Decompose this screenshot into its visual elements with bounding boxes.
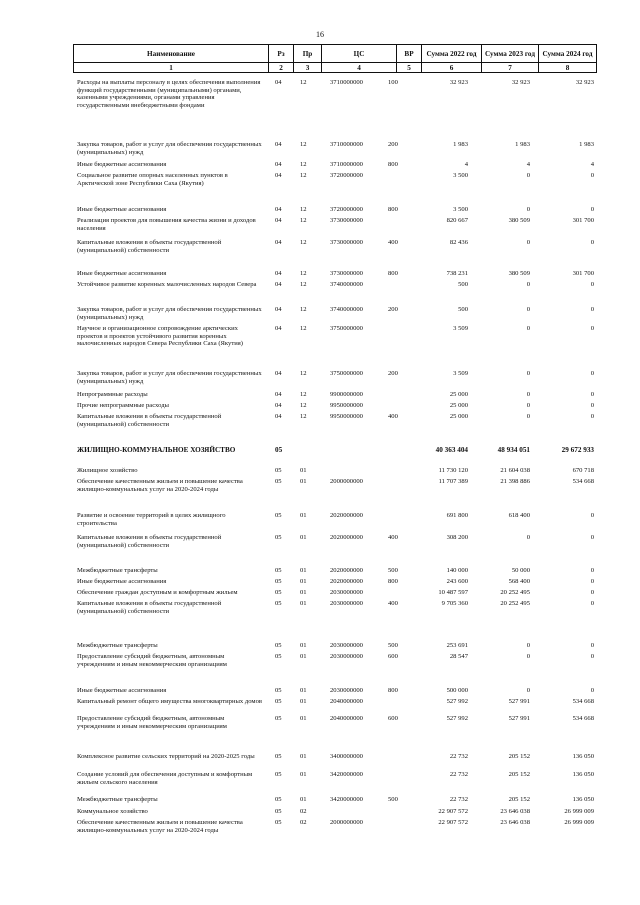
header-cs: ЦС xyxy=(322,45,397,63)
row-name: Коммунальное хозяйство xyxy=(77,808,148,815)
row-sum-2023: 20 252 495 xyxy=(500,600,530,607)
row-name: Межбюджетные трансферты xyxy=(77,567,158,574)
row-cs: 3710000000 xyxy=(330,141,363,148)
row-sum-2023: 0 xyxy=(526,413,530,420)
row-cs: 2000000000 xyxy=(330,819,363,826)
row-sum-2023: 48 934 051 xyxy=(497,446,530,454)
row-sum-2022: 500 xyxy=(458,306,468,313)
row-vr: 500 xyxy=(388,642,398,649)
row-sum-2023: 527 991 xyxy=(508,698,530,705)
row-sum-2022: 140 000 xyxy=(446,567,468,574)
row-sum-2024: 0 xyxy=(590,512,594,519)
row-sum-2023: 0 xyxy=(526,370,530,377)
row-sum-2022: 11 730 120 xyxy=(438,467,468,474)
row-name: Иные бюджетные ассигнования xyxy=(77,687,167,694)
row-sum-2024: 0 xyxy=(590,578,594,585)
row-name: ЖИЛИЩНО-КОММУНАЛЬНОЕ ХОЗЯЙСТВО xyxy=(77,446,236,454)
row-sum-2024: 0 xyxy=(590,370,594,377)
row-rz: 04 xyxy=(275,325,282,332)
row-sum-2022: 527 992 xyxy=(446,698,468,705)
row-sum-2024: 0 xyxy=(590,567,594,574)
row-pr: 12 xyxy=(300,206,307,213)
row-rz: 05 xyxy=(275,534,282,541)
row-cs: 3750000000 xyxy=(330,370,363,377)
row-sum-2022: 25 000 xyxy=(449,391,468,398)
row-cs: 3400000000 xyxy=(330,753,363,760)
header-vr: ВР xyxy=(397,45,422,63)
row-vr: 600 xyxy=(388,715,398,722)
row-sum-2023: 32 923 xyxy=(511,79,530,86)
row-rz: 05 xyxy=(275,819,282,826)
row-sum-2022: 22 907 572 xyxy=(438,808,468,815)
row-sum-2024: 0 xyxy=(590,402,594,409)
row-sum-2022: 3 509 xyxy=(453,325,468,332)
row-rz: 05 xyxy=(275,771,282,778)
row-name: Капитальные вложения в объекты государственной (муниципальной) собственности xyxy=(77,413,222,428)
row-cs: 2040000000 xyxy=(330,698,363,705)
row-rz: 05 xyxy=(275,715,282,722)
row-sum-2024: 0 xyxy=(590,642,594,649)
row-vr: 200 xyxy=(388,370,398,377)
row-sum-2024: 0 xyxy=(590,589,594,596)
row-pr: 12 xyxy=(300,325,307,332)
row-sum-2024: 0 xyxy=(590,206,594,213)
row-name: Расходы на выплаты персоналу в целях обеспечения выполнения функций государственными (муниципальными) органами, казенными учреждениями, органами управления государственными внебюджетными фондами xyxy=(77,79,261,109)
row-name: Межбюджетные трансферты xyxy=(77,642,158,649)
row-sum-2022: 3 500 xyxy=(453,172,468,179)
row-sum-2022: 22 907 572 xyxy=(438,819,468,826)
row-sum-2023: 1 983 xyxy=(515,141,530,148)
row-pr: 12 xyxy=(300,161,307,168)
row-rz: 05 xyxy=(275,687,282,694)
row-sum-2024: 136 050 xyxy=(572,771,594,778)
row-name: Иные бюджетные ассигнования xyxy=(77,206,167,213)
row-name: Устойчивое развитие коренных малочисленных народов Севера xyxy=(77,281,257,288)
row-name: Межбюджетные трансферты xyxy=(77,796,158,803)
row-rz: 05 xyxy=(275,753,282,760)
row-cs: 3720000000 xyxy=(330,206,363,213)
row-rz: 04 xyxy=(275,172,282,179)
row-vr: 800 xyxy=(388,270,398,277)
row-rz: 05 xyxy=(275,446,283,454)
row-sum-2022: 9 705 360 xyxy=(441,600,468,607)
row-rz: 05 xyxy=(275,653,282,660)
row-rz: 04 xyxy=(275,270,282,277)
row-pr: 01 xyxy=(300,578,307,585)
row-sum-2024: 301 700 xyxy=(572,270,594,277)
header-sum-2024: Сумма 2024 год xyxy=(539,45,597,63)
row-sum-2022: 28 547 xyxy=(449,653,468,660)
row-sum-2022: 25 000 xyxy=(449,402,468,409)
row-pr: 01 xyxy=(300,534,307,541)
row-sum-2022: 22 732 xyxy=(449,796,468,803)
row-sum-2023: 0 xyxy=(526,642,530,649)
row-rz: 04 xyxy=(275,306,282,313)
row-vr: 800 xyxy=(388,206,398,213)
row-name: Капитальный ремонт общего имущества многоквартирных домов xyxy=(77,698,262,705)
row-cs: 2030000000 xyxy=(330,687,363,694)
row-cs: 2040000000 xyxy=(330,715,363,722)
row-sum-2024: 0 xyxy=(590,653,594,660)
row-rz: 04 xyxy=(275,239,282,246)
row-rz: 05 xyxy=(275,567,282,574)
row-rz: 05 xyxy=(275,512,282,519)
row-vr: 200 xyxy=(388,306,398,313)
row-pr: 12 xyxy=(300,306,307,313)
row-name: Предоставление субсидий бюджетным, автономным учреждениям и иным некоммерческим организациям xyxy=(77,715,227,730)
row-pr: 02 xyxy=(300,819,307,826)
row-rz: 04 xyxy=(275,370,282,377)
row-sum-2024: 670 718 xyxy=(572,467,594,474)
header-num-4: 4 xyxy=(322,63,397,73)
row-sum-2023: 21 398 886 xyxy=(500,478,530,485)
page-number: 16 xyxy=(316,30,324,39)
row-name: Капитальные вложения в объекты государственной (муниципальной) собственности xyxy=(77,239,222,254)
row-pr: 01 xyxy=(300,771,307,778)
row-name: Научное и организационное сопровождение арктических проектов и проектов устойчивого развития коренных малочисленных народов Севера Республики Саха (Якутия) xyxy=(77,325,243,347)
row-sum-2022: 4 xyxy=(464,161,468,168)
row-vr: 400 xyxy=(388,600,398,607)
row-sum-2023: 0 xyxy=(526,172,530,179)
row-sum-2023: 0 xyxy=(526,306,530,313)
row-sum-2024: 534 668 xyxy=(572,698,594,705)
row-vr: 800 xyxy=(388,578,398,585)
row-sum-2023: 0 xyxy=(526,391,530,398)
row-pr: 01 xyxy=(300,467,307,474)
row-rz: 04 xyxy=(275,391,282,398)
row-cs: 2030000000 xyxy=(330,642,363,649)
row-sum-2023: 20 252 495 xyxy=(500,589,530,596)
header-num-5: 5 xyxy=(397,63,422,73)
row-sum-2024: 32 923 xyxy=(575,79,594,86)
row-sum-2022: 820 667 xyxy=(446,217,468,224)
row-sum-2022: 500 000 xyxy=(446,687,468,694)
row-pr: 01 xyxy=(300,687,307,694)
row-pr: 12 xyxy=(300,239,307,246)
row-cs: 3730000000 xyxy=(330,239,363,246)
row-sum-2023: 0 xyxy=(526,325,530,332)
row-pr: 12 xyxy=(300,270,307,277)
row-sum-2022: 82 436 xyxy=(449,239,468,246)
row-sum-2022: 243 600 xyxy=(446,578,468,585)
row-name: Прочие непрограммные расходы xyxy=(77,402,169,409)
row-pr: 01 xyxy=(300,796,307,803)
row-pr: 01 xyxy=(300,478,307,485)
row-pr: 12 xyxy=(300,391,307,398)
row-sum-2023: 205 152 xyxy=(508,753,530,760)
row-name: Иные бюджетные ассигнования xyxy=(77,578,167,585)
row-sum-2023: 0 xyxy=(526,687,530,694)
row-name: Обеспечение качественным жильем и повышение качества жилищно-коммунальных услуг на 2020-2024 годы xyxy=(77,478,243,493)
row-rz: 05 xyxy=(275,467,282,474)
row-name: Развитие и освоение территорий в целях жилищного строительства xyxy=(77,512,226,527)
row-pr: 01 xyxy=(300,698,307,705)
row-cs: 2020000000 xyxy=(330,567,363,574)
row-cs: 2020000000 xyxy=(330,534,363,541)
row-sum-2023: 205 152 xyxy=(508,796,530,803)
row-rz: 05 xyxy=(275,808,282,815)
row-cs: 9950000000 xyxy=(330,402,363,409)
row-pr: 02 xyxy=(300,808,307,815)
row-pr: 01 xyxy=(300,642,307,649)
row-sum-2024: 0 xyxy=(590,306,594,313)
row-name: Реализация проектов для повышения качества жизни и доходов населения xyxy=(77,217,256,232)
row-sum-2022: 22 732 xyxy=(449,753,468,760)
row-name: Закупка товаров, работ и услуг для обеспечения государственных (муниципальных) нужд xyxy=(77,370,262,385)
row-sum-2024: 534 668 xyxy=(572,715,594,722)
row-cs: 3420000000 xyxy=(330,796,363,803)
row-sum-2022: 308 200 xyxy=(446,534,468,541)
row-cs: 2020000000 xyxy=(330,578,363,585)
row-rz: 04 xyxy=(275,161,282,168)
row-sum-2024: 26 999 009 xyxy=(564,808,594,815)
row-pr: 12 xyxy=(300,141,307,148)
row-name: Капитальные вложения в объекты государственной (муниципальной) собственности xyxy=(77,600,222,615)
row-sum-2023: 568 400 xyxy=(508,578,530,585)
row-sum-2024: 0 xyxy=(590,534,594,541)
row-vr: 400 xyxy=(388,413,398,420)
header-num-3: 3 xyxy=(294,63,322,73)
row-sum-2024: 0 xyxy=(590,172,594,179)
row-vr: 800 xyxy=(388,687,398,694)
row-sum-2023: 618 400 xyxy=(508,512,530,519)
row-sum-2023: 380 509 xyxy=(508,270,530,277)
row-sum-2023: 0 xyxy=(526,534,530,541)
row-rz: 04 xyxy=(275,413,282,420)
header-sum-2023: Сумма 2023 год xyxy=(482,45,539,63)
header-num-1: 1 xyxy=(74,63,269,73)
row-rz: 04 xyxy=(275,141,282,148)
row-sum-2023: 0 xyxy=(526,281,530,288)
row-name: Иные бюджетные ассигнования xyxy=(77,161,167,168)
row-pr: 12 xyxy=(300,79,307,86)
row-rz: 05 xyxy=(275,589,282,596)
row-sum-2022: 691 800 xyxy=(446,512,468,519)
row-name: Комплексное развитие сельских территорий на 2020-2025 годы xyxy=(77,753,255,760)
row-rz: 04 xyxy=(275,402,282,409)
row-vr: 500 xyxy=(388,567,398,574)
row-vr: 600 xyxy=(388,653,398,660)
row-sum-2022: 32 923 xyxy=(449,79,468,86)
row-name: Закупка товаров, работ и услуг для обеспечения государственных (муниципальных) нужд xyxy=(77,141,262,156)
row-sum-2024: 534 668 xyxy=(572,478,594,485)
row-sum-2023: 0 xyxy=(526,653,530,660)
row-sum-2022: 10 487 597 xyxy=(438,589,468,596)
header-pr: Пр xyxy=(294,45,322,63)
row-cs: 3730000000 xyxy=(330,217,363,224)
row-sum-2023: 0 xyxy=(526,402,530,409)
row-sum-2022: 738 231 xyxy=(446,270,468,277)
row-sum-2023: 23 646 038 xyxy=(500,819,530,826)
row-name: Социальное развитие опорных населенных пунктов в Арктической зоне Республики Саха (Якутия) xyxy=(77,172,228,187)
row-sum-2024: 0 xyxy=(590,325,594,332)
row-name: Непрограммные расходы xyxy=(77,391,148,398)
row-pr: 01 xyxy=(300,589,307,596)
row-sum-2022: 3 509 xyxy=(453,370,468,377)
row-cs: 3710000000 xyxy=(330,79,363,86)
row-cs: 3740000000 xyxy=(330,281,363,288)
row-pr: 01 xyxy=(300,753,307,760)
row-sum-2022: 1 983 xyxy=(453,141,468,148)
row-sum-2024: 1 983 xyxy=(579,141,594,148)
row-pr: 01 xyxy=(300,567,307,574)
row-rz: 04 xyxy=(275,217,282,224)
row-name: Обеспечение граждан доступным и комфортным жильем xyxy=(77,589,238,596)
row-pr: 01 xyxy=(300,512,307,519)
row-sum-2022: 3 500 xyxy=(453,206,468,213)
row-sum-2024: 136 050 xyxy=(572,796,594,803)
row-cs: 9950000000 xyxy=(330,413,363,420)
row-sum-2024: 0 xyxy=(590,239,594,246)
row-sum-2024: 0 xyxy=(590,413,594,420)
row-sum-2024: 0 xyxy=(590,600,594,607)
row-name: Иные бюджетные ассигнования xyxy=(77,270,167,277)
row-rz: 05 xyxy=(275,642,282,649)
row-name: Предоставление субсидий бюджетным, автономным учреждениям и иным некоммерческим организациям xyxy=(77,653,227,668)
row-sum-2023: 21 604 038 xyxy=(500,467,530,474)
header-num-8: 8 xyxy=(539,63,597,73)
row-sum-2024: 0 xyxy=(590,281,594,288)
row-cs: 3420000000 xyxy=(330,771,363,778)
row-vr: 500 xyxy=(388,796,398,803)
row-cs: 3750000000 xyxy=(330,325,363,332)
header-num-7: 7 xyxy=(482,63,539,73)
row-sum-2022: 11 707 389 xyxy=(438,478,468,485)
header-rz: Рз xyxy=(269,45,294,63)
row-sum-2024: 301 700 xyxy=(572,217,594,224)
row-pr: 12 xyxy=(300,281,307,288)
row-vr: 400 xyxy=(388,534,398,541)
row-rz: 05 xyxy=(275,478,282,485)
row-sum-2024: 4 xyxy=(590,161,594,168)
row-cs: 2020000000 xyxy=(330,512,363,519)
header-sum-2022: Сумма 2022 год xyxy=(422,45,482,63)
row-sum-2022: 22 732 xyxy=(449,771,468,778)
row-vr: 200 xyxy=(388,141,398,148)
row-sum-2024: 29 672 933 xyxy=(561,446,594,454)
row-sum-2022: 253 691 xyxy=(446,642,468,649)
row-cs: 2030000000 xyxy=(330,589,363,596)
row-sum-2024: 0 xyxy=(590,391,594,398)
row-vr: 800 xyxy=(388,161,398,168)
row-sum-2022: 527 992 xyxy=(446,715,468,722)
row-sum-2022: 500 xyxy=(458,281,468,288)
row-sum-2023: 4 xyxy=(526,161,530,168)
row-pr: 01 xyxy=(300,653,307,660)
row-rz: 05 xyxy=(275,600,282,607)
row-pr: 12 xyxy=(300,172,307,179)
row-cs: 3730000000 xyxy=(330,270,363,277)
table-header xyxy=(73,44,596,76)
row-name: Жилищное хозяйство xyxy=(77,467,138,474)
row-rz: 04 xyxy=(275,206,282,213)
row-cs: 2000000000 xyxy=(330,478,363,485)
row-rz: 05 xyxy=(275,698,282,705)
row-sum-2024: 136 050 xyxy=(572,753,594,760)
row-name: Обеспечение качественным жильем и повышение качества жилищно-коммунальных услуг на 2020-2024 годы xyxy=(77,819,243,834)
row-sum-2023: 50 000 xyxy=(511,567,530,574)
row-pr: 12 xyxy=(300,413,307,420)
row-cs: 3710000000 xyxy=(330,161,363,168)
header-name: Наименование xyxy=(74,45,269,63)
header-num-6: 6 xyxy=(422,63,482,73)
row-cs: 9900000000 xyxy=(330,391,363,398)
row-pr: 12 xyxy=(300,217,307,224)
row-sum-2023: 23 646 038 xyxy=(500,808,530,815)
row-sum-2022: 40 363 404 xyxy=(435,446,468,454)
row-rz: 05 xyxy=(275,578,282,585)
row-cs: 2030000000 xyxy=(330,600,363,607)
row-cs: 3720000000 xyxy=(330,172,363,179)
row-sum-2022: 25 000 xyxy=(449,413,468,420)
row-sum-2024: 0 xyxy=(590,687,594,694)
row-pr: 01 xyxy=(300,715,307,722)
row-cs: 2030000000 xyxy=(330,653,363,660)
row-rz: 04 xyxy=(275,79,282,86)
row-sum-2023: 0 xyxy=(526,239,530,246)
row-name: Создание условий для обеспечения доступным и комфортным жильем сельского населения xyxy=(77,771,253,786)
row-rz: 04 xyxy=(275,281,282,288)
row-pr: 01 xyxy=(300,600,307,607)
row-sum-2023: 0 xyxy=(526,206,530,213)
row-pr: 12 xyxy=(300,370,307,377)
header-num-2: 2 xyxy=(269,63,294,73)
row-name: Закупка товаров, работ и услуг для обеспечения государственных (муниципальных) нужд xyxy=(77,306,262,321)
row-name: Капитальные вложения в объекты государственной (муниципальной) собственности xyxy=(77,534,222,549)
row-rz: 05 xyxy=(275,796,282,803)
row-vr: 100 xyxy=(388,79,398,86)
row-sum-2023: 205 152 xyxy=(508,771,530,778)
row-vr: 400 xyxy=(388,239,398,246)
row-sum-2023: 527 991 xyxy=(508,715,530,722)
row-sum-2024: 26 999 009 xyxy=(564,819,594,826)
row-pr: 12 xyxy=(300,402,307,409)
row-cs: 3740000000 xyxy=(330,306,363,313)
row-sum-2023: 380 509 xyxy=(508,217,530,224)
